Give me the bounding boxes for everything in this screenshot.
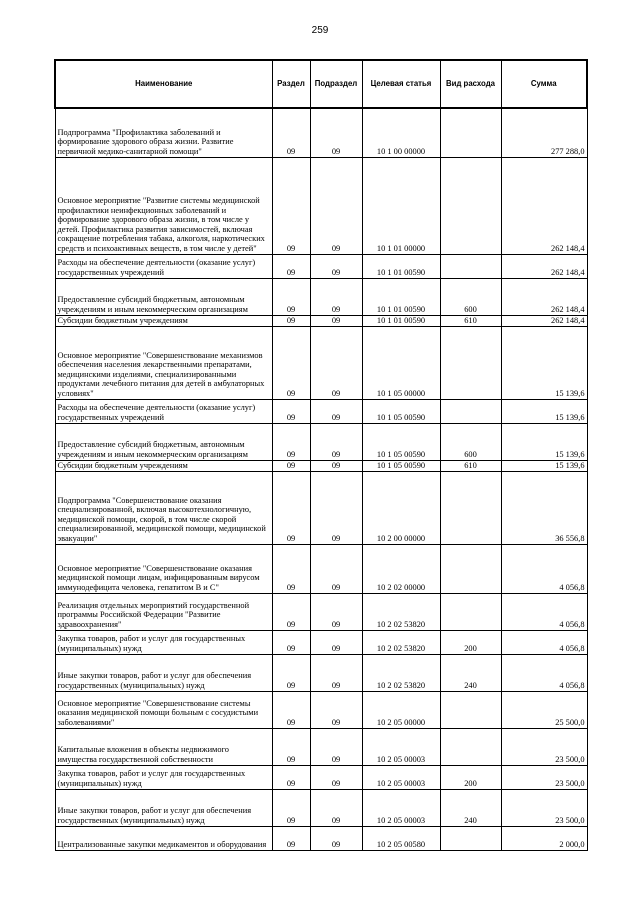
row-expense-type-cell bbox=[440, 826, 501, 850]
row-section-cell: 09 bbox=[272, 254, 310, 278]
row-expense-type-cell: 240 bbox=[440, 789, 501, 826]
row-target-cell: 10 2 02 00000 bbox=[362, 544, 440, 593]
row-name-cell: Расходы на обеспечение деятельности (оказание услуг) государственных учреждений bbox=[55, 399, 272, 423]
row-name-cell: Основное мероприятие "Совершенствование механизмов обеспечения населения лекарственными препаратами, медицинскими изделиями, специализированными продуктами лечебного питания для детей в амбулаторных условиях" bbox=[55, 326, 272, 399]
row-target-cell: 10 1 05 00000 bbox=[362, 326, 440, 399]
row-section-cell: 09 bbox=[272, 789, 310, 826]
row-subsection-cell: 09 bbox=[310, 630, 362, 654]
row-subsection-cell: 09 bbox=[310, 399, 362, 423]
row-target-cell: 10 1 01 00590 bbox=[362, 278, 440, 315]
row-name-cell: Предоставление субсидий бюджетным, автономным учреждениям и иным некоммерческим организациям bbox=[55, 423, 272, 460]
row-section-cell: 09 bbox=[272, 423, 310, 460]
row-expense-type-cell: 610 bbox=[440, 315, 501, 326]
row-section-cell: 09 bbox=[272, 315, 310, 326]
row-section-cell: 09 bbox=[272, 326, 310, 399]
row-name-cell: Предоставление субсидий бюджетным, автономным учреждениям и иным некоммерческим организациям bbox=[55, 278, 272, 315]
row-amount-cell: 15 139,6 bbox=[501, 460, 587, 471]
row-subsection-cell: 09 bbox=[310, 765, 362, 789]
row-subsection-cell: 09 bbox=[310, 315, 362, 326]
row-target-cell: 10 1 01 00000 bbox=[362, 157, 440, 254]
row-section-cell: 09 bbox=[272, 471, 310, 544]
row-name-cell: Расходы на обеспечение деятельности (оказание услуг) государственных учреждений bbox=[55, 254, 272, 278]
table-row bbox=[55, 728, 587, 765]
row-amount-cell: 262 148,4 bbox=[501, 157, 587, 254]
row-subsection-cell: 09 bbox=[310, 826, 362, 850]
row-amount-cell: 277 288,0 bbox=[501, 108, 587, 157]
row-subsection-cell: 09 bbox=[310, 544, 362, 593]
row-expense-type-cell bbox=[440, 728, 501, 765]
table-row bbox=[55, 108, 587, 157]
row-section-cell: 09 bbox=[272, 460, 310, 471]
row-expense-type-cell bbox=[440, 108, 501, 157]
row-subsection-cell: 09 bbox=[310, 654, 362, 691]
row-name-cell: Закупка товаров, работ и услуг для государственных (муниципальных) нужд bbox=[55, 630, 272, 654]
row-amount-cell: 25 500,0 bbox=[501, 691, 587, 728]
row-target-cell: 10 1 05 00590 bbox=[362, 399, 440, 423]
table-row bbox=[55, 789, 587, 826]
row-subsection-cell: 09 bbox=[310, 471, 362, 544]
table-row bbox=[55, 326, 587, 399]
row-amount-cell: 15 139,6 bbox=[501, 399, 587, 423]
column-header-amount: Сумма bbox=[501, 60, 587, 108]
table-row bbox=[55, 254, 587, 278]
row-section-cell: 09 bbox=[272, 654, 310, 691]
column-header-name: Наименование bbox=[55, 60, 272, 108]
row-subsection-cell: 09 bbox=[310, 593, 362, 630]
table-row bbox=[55, 157, 587, 254]
row-name-cell: Субсидии бюджетным учреждениям bbox=[55, 315, 272, 326]
row-expense-type-cell: 600 bbox=[440, 423, 501, 460]
table-row bbox=[55, 544, 587, 593]
table-row bbox=[55, 593, 587, 630]
row-target-cell: 10 2 05 00003 bbox=[362, 765, 440, 789]
row-target-cell: 10 2 02 53820 bbox=[362, 593, 440, 630]
row-name-cell: Централизованные закупки медикаментов и оборудования bbox=[55, 826, 272, 850]
table-header-row bbox=[55, 60, 587, 108]
table-row bbox=[55, 654, 587, 691]
row-section-cell: 09 bbox=[272, 826, 310, 850]
table-row bbox=[55, 691, 587, 728]
row-amount-cell: 23 500,0 bbox=[501, 789, 587, 826]
table-row bbox=[55, 765, 587, 789]
row-subsection-cell: 09 bbox=[310, 728, 362, 765]
row-amount-cell: 262 148,4 bbox=[501, 278, 587, 315]
row-name-cell: Субсидии бюджетным учреждениям bbox=[55, 460, 272, 471]
row-subsection-cell: 09 bbox=[310, 460, 362, 471]
table-row bbox=[55, 826, 587, 850]
row-amount-cell: 23 500,0 bbox=[501, 765, 587, 789]
row-section-cell: 09 bbox=[272, 157, 310, 254]
row-amount-cell: 36 556,8 bbox=[501, 471, 587, 544]
row-subsection-cell: 09 bbox=[310, 157, 362, 254]
row-expense-type-cell bbox=[440, 399, 501, 423]
row-expense-type-cell bbox=[440, 157, 501, 254]
table-row bbox=[55, 460, 587, 471]
row-expense-type-cell bbox=[440, 471, 501, 544]
row-name-cell: Иные закупки товаров, работ и услуг для обеспечения государственных (муниципальных) нужд bbox=[55, 789, 272, 826]
row-target-cell: 10 2 00 00000 bbox=[362, 471, 440, 544]
table-row bbox=[55, 471, 587, 544]
row-amount-cell: 15 139,6 bbox=[501, 423, 587, 460]
row-target-cell: 10 1 00 00000 bbox=[362, 108, 440, 157]
row-name-cell: Закупка товаров, работ и услуг для государственных (муниципальных) нужд bbox=[55, 765, 272, 789]
row-subsection-cell: 09 bbox=[310, 254, 362, 278]
row-subsection-cell: 09 bbox=[310, 108, 362, 157]
row-subsection-cell: 09 bbox=[310, 278, 362, 315]
row-section-cell: 09 bbox=[272, 593, 310, 630]
row-expense-type-cell: 200 bbox=[440, 630, 501, 654]
row-section-cell: 09 bbox=[272, 399, 310, 423]
row-section-cell: 09 bbox=[272, 108, 310, 157]
row-expense-type-cell bbox=[440, 254, 501, 278]
row-name-cell: Основное мероприятие "Развитие системы медицинской профилактики неинфекционных заболеваний и формирование здорового образа жизни, в том числе у детей. Профилактика развития зависимостей, включая сокращение потребления табака, алкоголя, наркотических средств и психоактивных веществ, в том числе у детей" bbox=[55, 157, 272, 254]
row-target-cell: 10 2 02 53820 bbox=[362, 630, 440, 654]
row-amount-cell: 4 056,8 bbox=[501, 654, 587, 691]
row-section-cell: 09 bbox=[272, 691, 310, 728]
table-row bbox=[55, 315, 587, 326]
row-amount-cell: 4 056,8 bbox=[501, 630, 587, 654]
row-section-cell: 09 bbox=[272, 544, 310, 593]
row-target-cell: 10 1 01 00590 bbox=[362, 254, 440, 278]
table-row bbox=[55, 399, 587, 423]
row-amount-cell: 4 056,8 bbox=[501, 593, 587, 630]
row-amount-cell: 262 148,4 bbox=[501, 315, 587, 326]
row-expense-type-cell: 200 bbox=[440, 765, 501, 789]
row-subsection-cell: 09 bbox=[310, 691, 362, 728]
row-target-cell: 10 2 05 00000 bbox=[362, 691, 440, 728]
column-header-target: Целевая статья bbox=[362, 60, 440, 108]
row-name-cell: Реализация отдельных мероприятий государственной программы Российской Федерации "Развитие здравоохранения" bbox=[55, 593, 272, 630]
row-target-cell: 10 2 05 00003 bbox=[362, 728, 440, 765]
row-amount-cell: 262 148,4 bbox=[501, 254, 587, 278]
row-amount-cell: 23 500,0 bbox=[501, 728, 587, 765]
row-section-cell: 09 bbox=[272, 728, 310, 765]
row-subsection-cell: 09 bbox=[310, 423, 362, 460]
row-name-cell: Подпрограмма "Профилактика заболеваний и формирование здорового образа жизни. Развитие первичной медико-санитарной помощи" bbox=[55, 108, 272, 157]
row-amount-cell: 2 000,0 bbox=[501, 826, 587, 850]
column-header-subsection: Подраздел bbox=[310, 60, 362, 108]
row-expense-type-cell: 610 bbox=[440, 460, 501, 471]
row-name-cell: Подпрограмма "Совершенствование оказания специализированной, включая высокотехнологичную, медицинской помощи, скорой, в том числе скорой специализированной, медицинской помощи, медицинской эвакуации" bbox=[55, 471, 272, 544]
row-target-cell: 10 2 05 00580 bbox=[362, 826, 440, 850]
column-header-expense-type: Вид расхода bbox=[440, 60, 501, 108]
row-section-cell: 09 bbox=[272, 630, 310, 654]
column-header-section: Раздел bbox=[272, 60, 310, 108]
row-name-cell: Основное мероприятие "Совершенствование оказания медицинской помощи лицам, инфицированным вирусом иммунодефицита человека, гепатитом B и C" bbox=[55, 544, 272, 593]
row-target-cell: 10 1 05 00590 bbox=[362, 423, 440, 460]
row-expense-type-cell bbox=[440, 544, 501, 593]
row-name-cell: Капитальные вложения в объекты недвижимого имущества государственной собственности bbox=[55, 728, 272, 765]
row-expense-type-cell: 600 bbox=[440, 278, 501, 315]
table-row bbox=[55, 278, 587, 315]
row-target-cell: 10 1 01 00590 bbox=[362, 315, 440, 326]
row-subsection-cell: 09 bbox=[310, 789, 362, 826]
row-expense-type-cell bbox=[440, 326, 501, 399]
table-row bbox=[55, 423, 587, 460]
budget-table bbox=[54, 59, 588, 851]
page-number: 259 bbox=[311, 25, 329, 36]
row-expense-type-cell bbox=[440, 691, 501, 728]
row-name-cell: Основное мероприятие "Совершенствование системы оказания медицинской помощи больным с сосудистыми заболеваниями" bbox=[55, 691, 272, 728]
row-target-cell: 10 2 02 53820 bbox=[362, 654, 440, 691]
row-section-cell: 09 bbox=[272, 765, 310, 789]
row-target-cell: 10 2 05 00003 bbox=[362, 789, 440, 826]
row-expense-type-cell: 240 bbox=[440, 654, 501, 691]
row-amount-cell: 15 139,6 bbox=[501, 326, 587, 399]
row-subsection-cell: 09 bbox=[310, 326, 362, 399]
row-target-cell: 10 1 05 00590 bbox=[362, 460, 440, 471]
table-row bbox=[55, 630, 587, 654]
row-amount-cell: 4 056,8 bbox=[501, 544, 587, 593]
row-name-cell: Иные закупки товаров, работ и услуг для обеспечения государственных (муниципальных) нужд bbox=[55, 654, 272, 691]
row-section-cell: 09 bbox=[272, 278, 310, 315]
row-expense-type-cell bbox=[440, 593, 501, 630]
